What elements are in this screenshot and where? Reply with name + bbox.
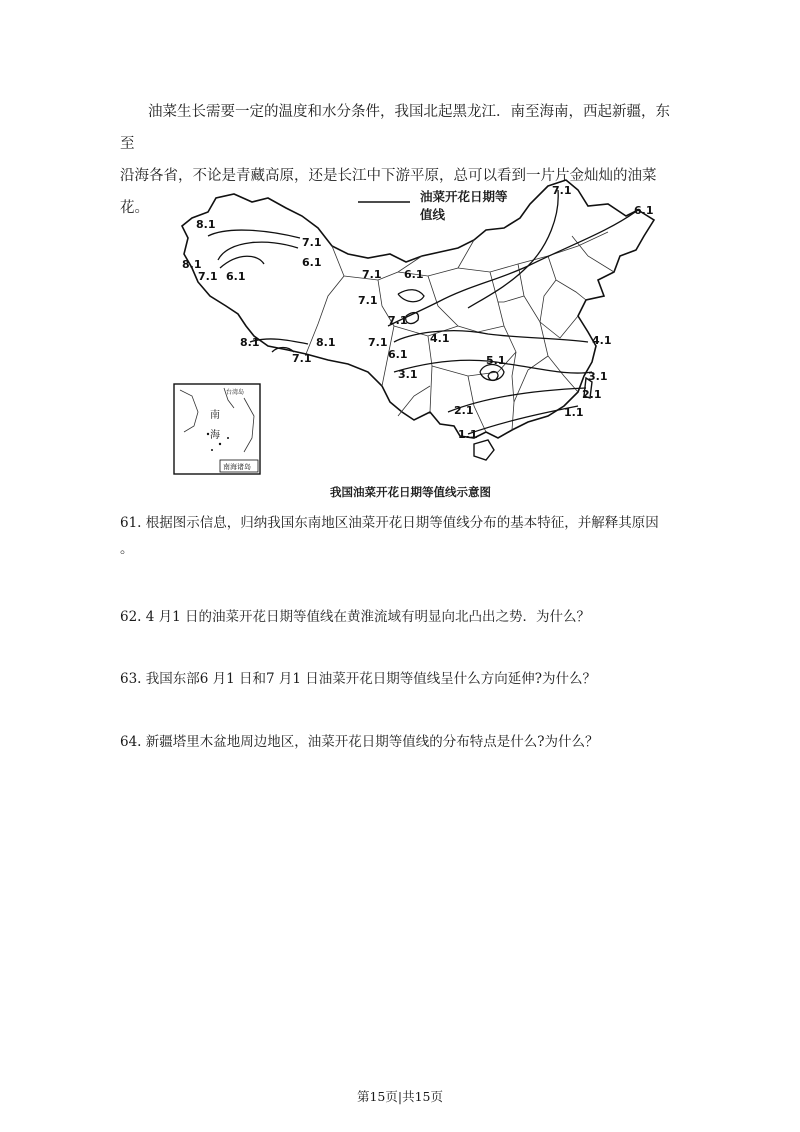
question-64 <box>120 729 680 755</box>
isoline-label: 3.1 <box>588 370 608 383</box>
map-legend-label: 油菜开花日期等值线 <box>420 189 508 222</box>
isoline-label: 8.1 <box>240 336 260 349</box>
isoline-label: 8.1 <box>196 218 216 231</box>
south-china-sea-inset <box>174 384 260 474</box>
question-text-cont: 。 <box>120 541 134 557</box>
isoline-label: 7.1 <box>388 314 408 327</box>
isoline-label: 5.1 <box>486 354 506 367</box>
intro-line-1: 油菜生长需要一定的温度和水分条件，我国北起黑龙江．南至海南，西起新疆，东至 <box>120 104 670 152</box>
question-text: 64. 新疆塔里木盆地周边地区，油菜开花日期等值线的分布特点是什么?为什么？ <box>120 734 599 750</box>
isoline-label: 6.1 <box>226 270 246 283</box>
isoline-label: 3.1 <box>398 368 418 381</box>
question-text: 63. 我国东部6 月1 日和7 月1 日油菜开花日期等值线呈什么方向延伸?为什么？ <box>120 671 597 687</box>
isoline-label: 4.1 <box>430 332 450 345</box>
isoline-label: 1.1 <box>458 428 478 441</box>
isoline-label: 7.1 <box>552 184 572 197</box>
question-text: 62. 4 月1 日的油菜开花日期等值线在黄淮流域有明显向北凸出之势．为什么？ <box>120 609 591 625</box>
isoline-label: 1.1 <box>564 406 584 419</box>
isoline-label: 6.1 <box>404 268 424 281</box>
inset-label: 台湾岛 <box>226 389 245 396</box>
isoline-label: 6.1 <box>302 256 322 269</box>
isoline-label: 7.1 <box>358 294 378 307</box>
isoline-label: 6.1 <box>634 204 654 217</box>
isoline-label: 7.1 <box>292 352 312 365</box>
isoline-label: 8.1 <box>182 258 202 271</box>
question-63 <box>120 666 680 692</box>
question-text: 61. 根据图示信息，归纳我国东南地区油菜开花日期等值线分布的基本特征，并解释其原因 <box>120 515 659 531</box>
inset-label: 南海诸岛 <box>223 463 251 471</box>
intro-line-2: 沿海各省，不论是青藏高原，还是长江中下游平原，总可以看到一片片金灿灿的油菜花。 <box>120 168 657 216</box>
page-footer: 第15页|共15页 <box>356 1089 444 1104</box>
question-62 <box>120 604 680 630</box>
map-caption: 我国油菜开花日期等值线示意图 <box>330 485 491 499</box>
isoline-label: 2.1 <box>582 388 602 401</box>
question-61 <box>120 510 680 562</box>
inset-label: 海 <box>210 430 220 441</box>
isoline-label: 4.1 <box>592 334 612 347</box>
isoline-label: 7.1 <box>368 336 388 349</box>
isoline-label: 8.1 <box>316 336 336 349</box>
rapeseed-bloom-map <box>168 176 688 476</box>
isoline-label: 6.1 <box>388 348 408 361</box>
isoline-label: 2.1 <box>454 404 474 417</box>
hainan-island <box>474 440 494 460</box>
isoline-label: 7.1 <box>198 270 218 283</box>
inset-label: 南 <box>210 410 220 421</box>
isoline-label: 7.1 <box>302 236 322 249</box>
isoline-label: 7.1 <box>362 268 382 281</box>
